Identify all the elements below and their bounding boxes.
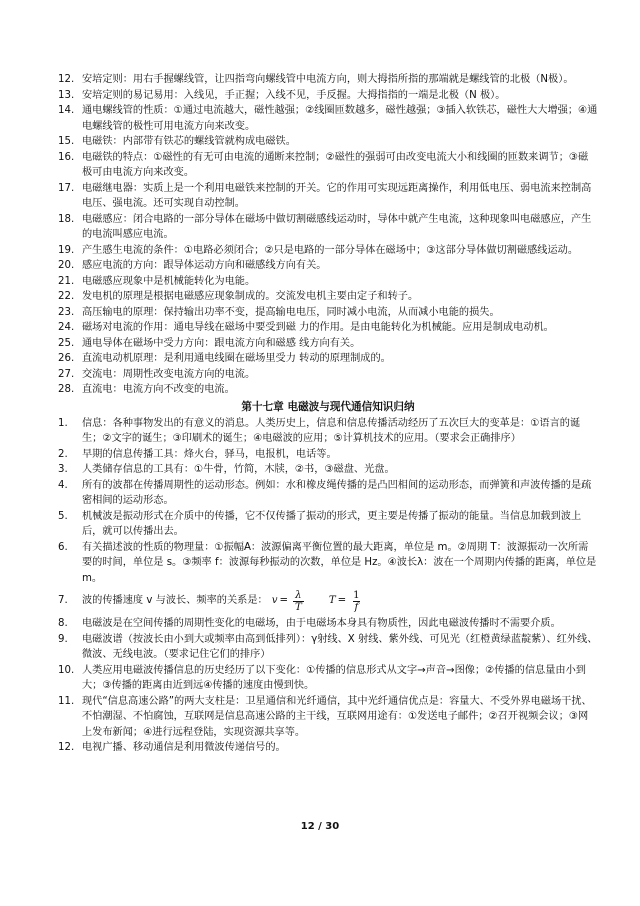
item-text: 电磁继电器：实质上是一个利用电磁铁来控制的开关。它的作用可实现远距离操作，利用低电压、弱电流来控制高电压、强电流。还可实现自动控制。	[82, 182, 592, 209]
item-number: 23.	[58, 306, 75, 318]
item-number: 25.	[58, 337, 75, 349]
item-number: 26.	[58, 353, 75, 364]
item-number: 14.	[58, 105, 75, 116]
fraction-denominator: f	[354, 601, 359, 613]
item-text: 高压输电的原理：保持输出功率不变，提高输电电压，同时减小电流，从而减小电能的损失。	[82, 306, 500, 318]
list-item	[58, 478, 598, 509]
item-number: 22.	[58, 291, 75, 302]
list-item	[58, 181, 598, 212]
list-item	[58, 351, 598, 367]
item-text: 现代“信息高速公路”的两大支柱是：卫星通信和光纤通信，其中光纤通信优点是：容量大、不受外界电磁场干扰、不怕潮湿、不怕腐蚀，互联网是信息高速公路的主干线，互联网用途有：①发送电子邮件；②召开视频会议；③网上发布新闻；④进行远程登陆，实现资源共享等。	[82, 695, 592, 738]
item-number: 9.	[58, 633, 68, 645]
formula-v: v	[271, 595, 278, 607]
list-item	[58, 616, 598, 632]
list-item	[58, 367, 598, 383]
item-number: 15.	[58, 136, 75, 147]
item-text: 人类储存信息的工具有：①牛骨，竹简，木牍，②书，③磁盘、光盘。	[82, 464, 395, 475]
formula-T: T	[328, 595, 336, 607]
list-item	[58, 243, 598, 259]
list-item	[58, 103, 598, 134]
item-text: 磁场对电流的作用：通电导线在磁场中要受到磁 力的作用。是由电能转化为机械能。应用是制成电动机。	[82, 322, 554, 333]
list-item	[58, 212, 598, 243]
item-number: 21.	[58, 275, 75, 287]
list-item	[58, 416, 598, 447]
list-item	[58, 289, 598, 305]
item-number: 1.	[58, 417, 68, 429]
list-item	[58, 274, 598, 290]
formula-equals-2: =	[337, 595, 347, 607]
item-number: 11.	[58, 695, 75, 707]
item-text: 通电导体在磁场中受力方向：跟电流方向和磁感 线方向有关。	[82, 337, 361, 349]
item-number: 16.	[58, 151, 75, 163]
item-number: 24.	[58, 322, 75, 333]
fraction-one-over-f	[351, 590, 361, 613]
item-text: 产生感生电流的条件：①电路必须闭合；②只是电路的一部分导体在磁场中；③这部分导体做切割磁感线运动。	[82, 244, 579, 256]
list-item	[58, 336, 598, 352]
fraction-numerator: 1	[353, 589, 360, 601]
page-number: 12 / 30	[300, 821, 340, 832]
formula-equals: =	[279, 595, 289, 607]
item-number: 28.	[58, 384, 75, 395]
list-item	[58, 320, 598, 336]
item-text: 安培定则的易记易用：入线见，手正握；入线不见，手反握。大拇指指的一端是北极（N 极）。	[82, 89, 506, 101]
item-text: 通电螺线管的性质：①通过电流越大，磁性越强；②线圈匝数越多，磁性越强；③插入软铁芯，磁性大大增强；④通电螺线管的极性可用电流方向来改变。	[82, 105, 598, 132]
chapter-heading: 第十七章 电磁波与现代通信知识归纳	[241, 400, 415, 413]
item-number: 8.	[58, 618, 68, 629]
list-item	[58, 740, 598, 756]
item-number: 20.	[58, 260, 75, 271]
list-item	[58, 663, 598, 694]
list-communication	[58, 616, 598, 756]
list-item	[58, 694, 598, 741]
list-item	[58, 150, 598, 181]
item-number: 3.	[58, 464, 68, 475]
item-number: 17.	[58, 182, 75, 194]
item-text: 电磁感应现象中是机械能转化为电能。	[82, 275, 256, 287]
item-number: 27.	[58, 368, 75, 380]
item-number: 5.	[58, 510, 68, 522]
item-text: 波的传播速度 v 与波长、频率的关系是：	[82, 595, 268, 607]
item-text: 发电机的原理是根据电磁感应现象制成的。交流发电机主要由定子和转子。	[82, 291, 419, 302]
list-item	[58, 509, 598, 540]
item-number: 12.	[58, 74, 75, 85]
fraction-lambda-over-T	[293, 590, 304, 613]
list-electromagnetic-waves	[58, 416, 598, 587]
list-electromagnetism	[58, 72, 598, 398]
list-item	[58, 462, 598, 478]
list-item	[58, 134, 598, 150]
item-text: 机械波是振动形式在介质中的传播，它不仅传播了振动的形式，更主要是传播了振动的能量。当信息加载到波上后，就可以传播出去。	[82, 510, 582, 537]
item-number: 19.	[58, 244, 75, 256]
item-text: 电磁感应：闭合电路的一部分导体在磁场中做切割磁感线运动时，导体中就产生电流，这种现象叫电磁感应，产生的电流叫感应电流。	[82, 213, 592, 240]
fraction-numerator: λ	[295, 589, 302, 601]
item-text: 信息：各种事物发出的有意义的消息。人类历史上，信息和信息传播活动经历了五次巨大的变革是：①语言的诞生；②文字的诞生；③印刷术的诞生；④电磁波的应用；⑤计算机技术的应用。（要求会正确排序）	[82, 417, 581, 444]
list-item	[58, 72, 598, 88]
item-text: 电磁铁的特点：①磁性的有无可由电流的通断来控制；②磁性的强弱可由改变电流大小和线圈的匝数来调节；③磁极可由电流方向来改变。	[82, 151, 589, 178]
item-text: 所有的波都在传播周期性的运动形态。例如：水和橡皮绳传播的是凸凹相间的运动形态，而弹簧和声波传播的是疏密相间的运动形态。	[82, 479, 592, 506]
item-text: 交流电：周期性改变电流方向的电流。	[82, 368, 256, 380]
item-text: 电磁铁：内部带有铁芯的螺线管就构成电磁铁。	[82, 136, 296, 147]
item-text: 电磁波是在空间传播的周期性变化的电磁场，由于电磁场本身具有物质性，因此电磁波传播时不需要介质。	[82, 618, 561, 629]
list-item-formula	[58, 586, 598, 616]
item-text: 电磁波谱（按波长由小到大或频率由高到低排列）：γ射线、X 射线、紫外线、可见光（红橙黄绿蓝靛紫）、红外线、微波、无线电波。（要求记住它们的排序）	[82, 633, 598, 660]
item-text: 安培定则：用右手握螺线管，让四指弯向螺线管中电流方向，则大拇指所指的那端就是螺线管的北极（N极）。	[82, 74, 574, 85]
list-item	[58, 447, 598, 463]
item-text: 直流电：电流方向不改变的电流。	[82, 384, 235, 395]
item-text: 电视广播、移动通信是利用微波传递信号的。	[82, 742, 286, 753]
item-number: 12.	[58, 742, 75, 753]
list-item	[58, 258, 598, 274]
item-text: 直流电动机原理：是利用通电线圈在磁场里受力 转动的原理制成的。	[82, 353, 391, 364]
item-number: 18.	[58, 213, 75, 225]
fraction-denominator: T	[295, 601, 302, 613]
item-number: 4.	[58, 479, 68, 491]
list-item	[58, 382, 598, 398]
list-item	[58, 305, 598, 321]
item-number: 7.	[58, 595, 68, 607]
list-item	[58, 88, 598, 104]
page-content	[58, 72, 598, 756]
item-text: 感应电流的方向：跟导体运动方向和磁感线方向有关。	[82, 260, 327, 271]
item-text: 早期的信息传播工具：烽火台，驿马，电报机，电话等。	[82, 448, 337, 460]
item-number: 6.	[58, 541, 68, 553]
item-number: 10.	[58, 664, 75, 676]
item-number: 2.	[58, 448, 68, 460]
list-item	[58, 540, 598, 587]
item-number: 13.	[58, 89, 75, 101]
item-text: 人类应用电磁波传播信息的历史经历了以下变化：①传播的信息形式从文字→声音→图像；②传播的信息量由小到大；③传播的距离由近到远④传播的速度由慢到快。	[82, 664, 586, 691]
item-text: 有关描述波的性质的物理量：①振幅A：波源偏离平衡位置的最大距离，单位是 m。②周期 T：波源振动一次所需要的时间，单位是 s。③频率 f：波源每秒振动的次数，单位是 Hz。④波长λ：波在一个周期内传播的距离，单位是 m。	[82, 541, 597, 584]
list-item	[58, 632, 598, 663]
